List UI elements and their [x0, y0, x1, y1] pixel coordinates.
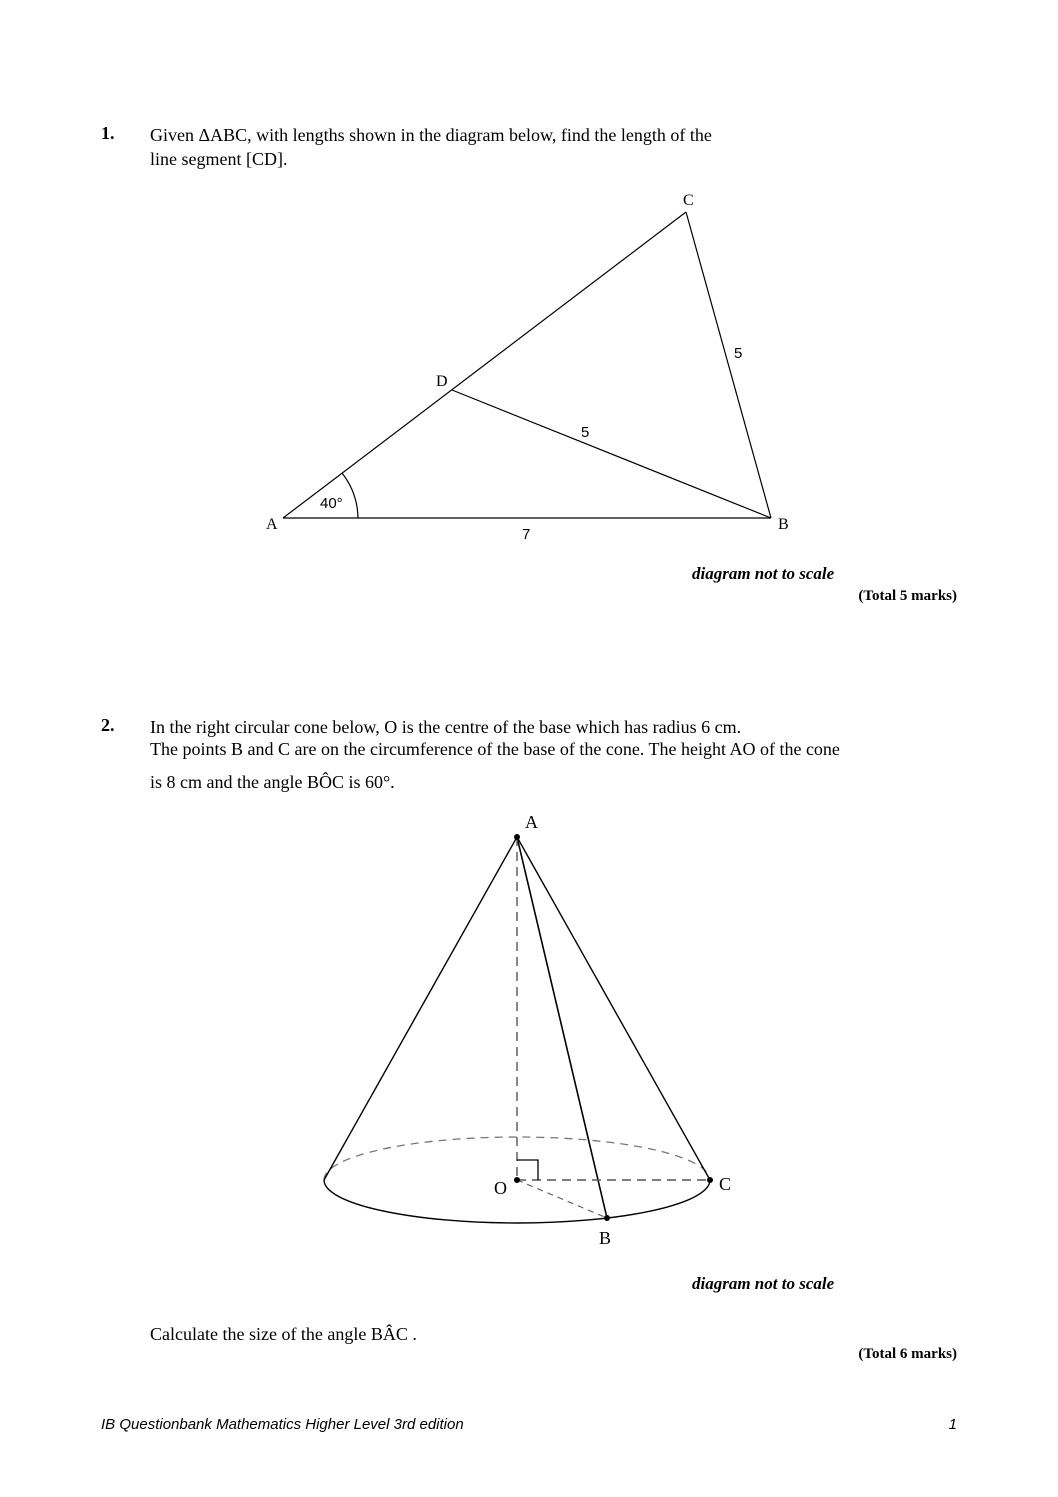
label-d: D — [436, 373, 448, 390]
slant-right — [517, 837, 710, 1180]
length-bc-label: 5 — [734, 345, 743, 362]
label-a: A — [266, 516, 278, 533]
q1-number: 1. — [101, 123, 115, 143]
q2-text-line3: is 8 cm and the angle BÔC is 60°. — [150, 772, 395, 792]
cone-label-o: O — [494, 1178, 507, 1198]
cone-label-b: B — [599, 1228, 612, 1248]
footer-source: IB Questionbank Mathematics Higher Level 3rd edition — [101, 1416, 464, 1433]
cone-diagram — [324, 837, 710, 1223]
point-b — [604, 1215, 610, 1221]
segment-ab — [517, 837, 607, 1218]
q1-scale-note: diagram not to scale — [692, 564, 835, 583]
slant-left — [324, 837, 517, 1180]
q2-question: Calculate the size of the angle BÂC . — [150, 1324, 417, 1344]
right-angle-marker — [517, 1160, 538, 1180]
q1-total-marks: (Total 5 marks) — [858, 588, 957, 604]
length-ab-label: 7 — [522, 526, 531, 543]
q1-text-line2: line segment [CD]. — [150, 149, 288, 169]
segment-db — [452, 390, 771, 518]
label-c: C — [683, 192, 694, 209]
side-cb — [686, 212, 771, 518]
q1-text-line1: Given ΔABC, with lengths shown in the diagram below, find the length of the — [150, 125, 712, 145]
radius-ob — [517, 1180, 607, 1218]
triangle-diagram — [283, 212, 771, 518]
point-a — [514, 834, 520, 840]
cone-label-c: C — [719, 1174, 732, 1194]
point-o — [514, 1177, 520, 1183]
q2-scale-note: diagram not to scale — [692, 1274, 835, 1293]
label-b: B — [778, 516, 789, 533]
point-c — [707, 1177, 713, 1183]
footer-page-number: 1 — [948, 1416, 957, 1433]
angle-arc — [342, 473, 358, 518]
cone-label-a: A — [525, 812, 538, 832]
length-bd-label: 5 — [581, 424, 590, 441]
angle-label: 40° — [320, 495, 343, 512]
base-front-arc — [324, 1180, 710, 1223]
q2-text-line1: In the right circular cone below, O is the centre of the base which has radius 6 cm. — [150, 717, 742, 737]
q2-total-marks: (Total 6 marks) — [858, 1346, 957, 1362]
side-ac — [283, 212, 686, 518]
q2-text-line2: The points B and C are on the circumference of the base of the cone. The height AO of the cone — [150, 739, 840, 759]
q2-number: 2. — [101, 715, 115, 735]
